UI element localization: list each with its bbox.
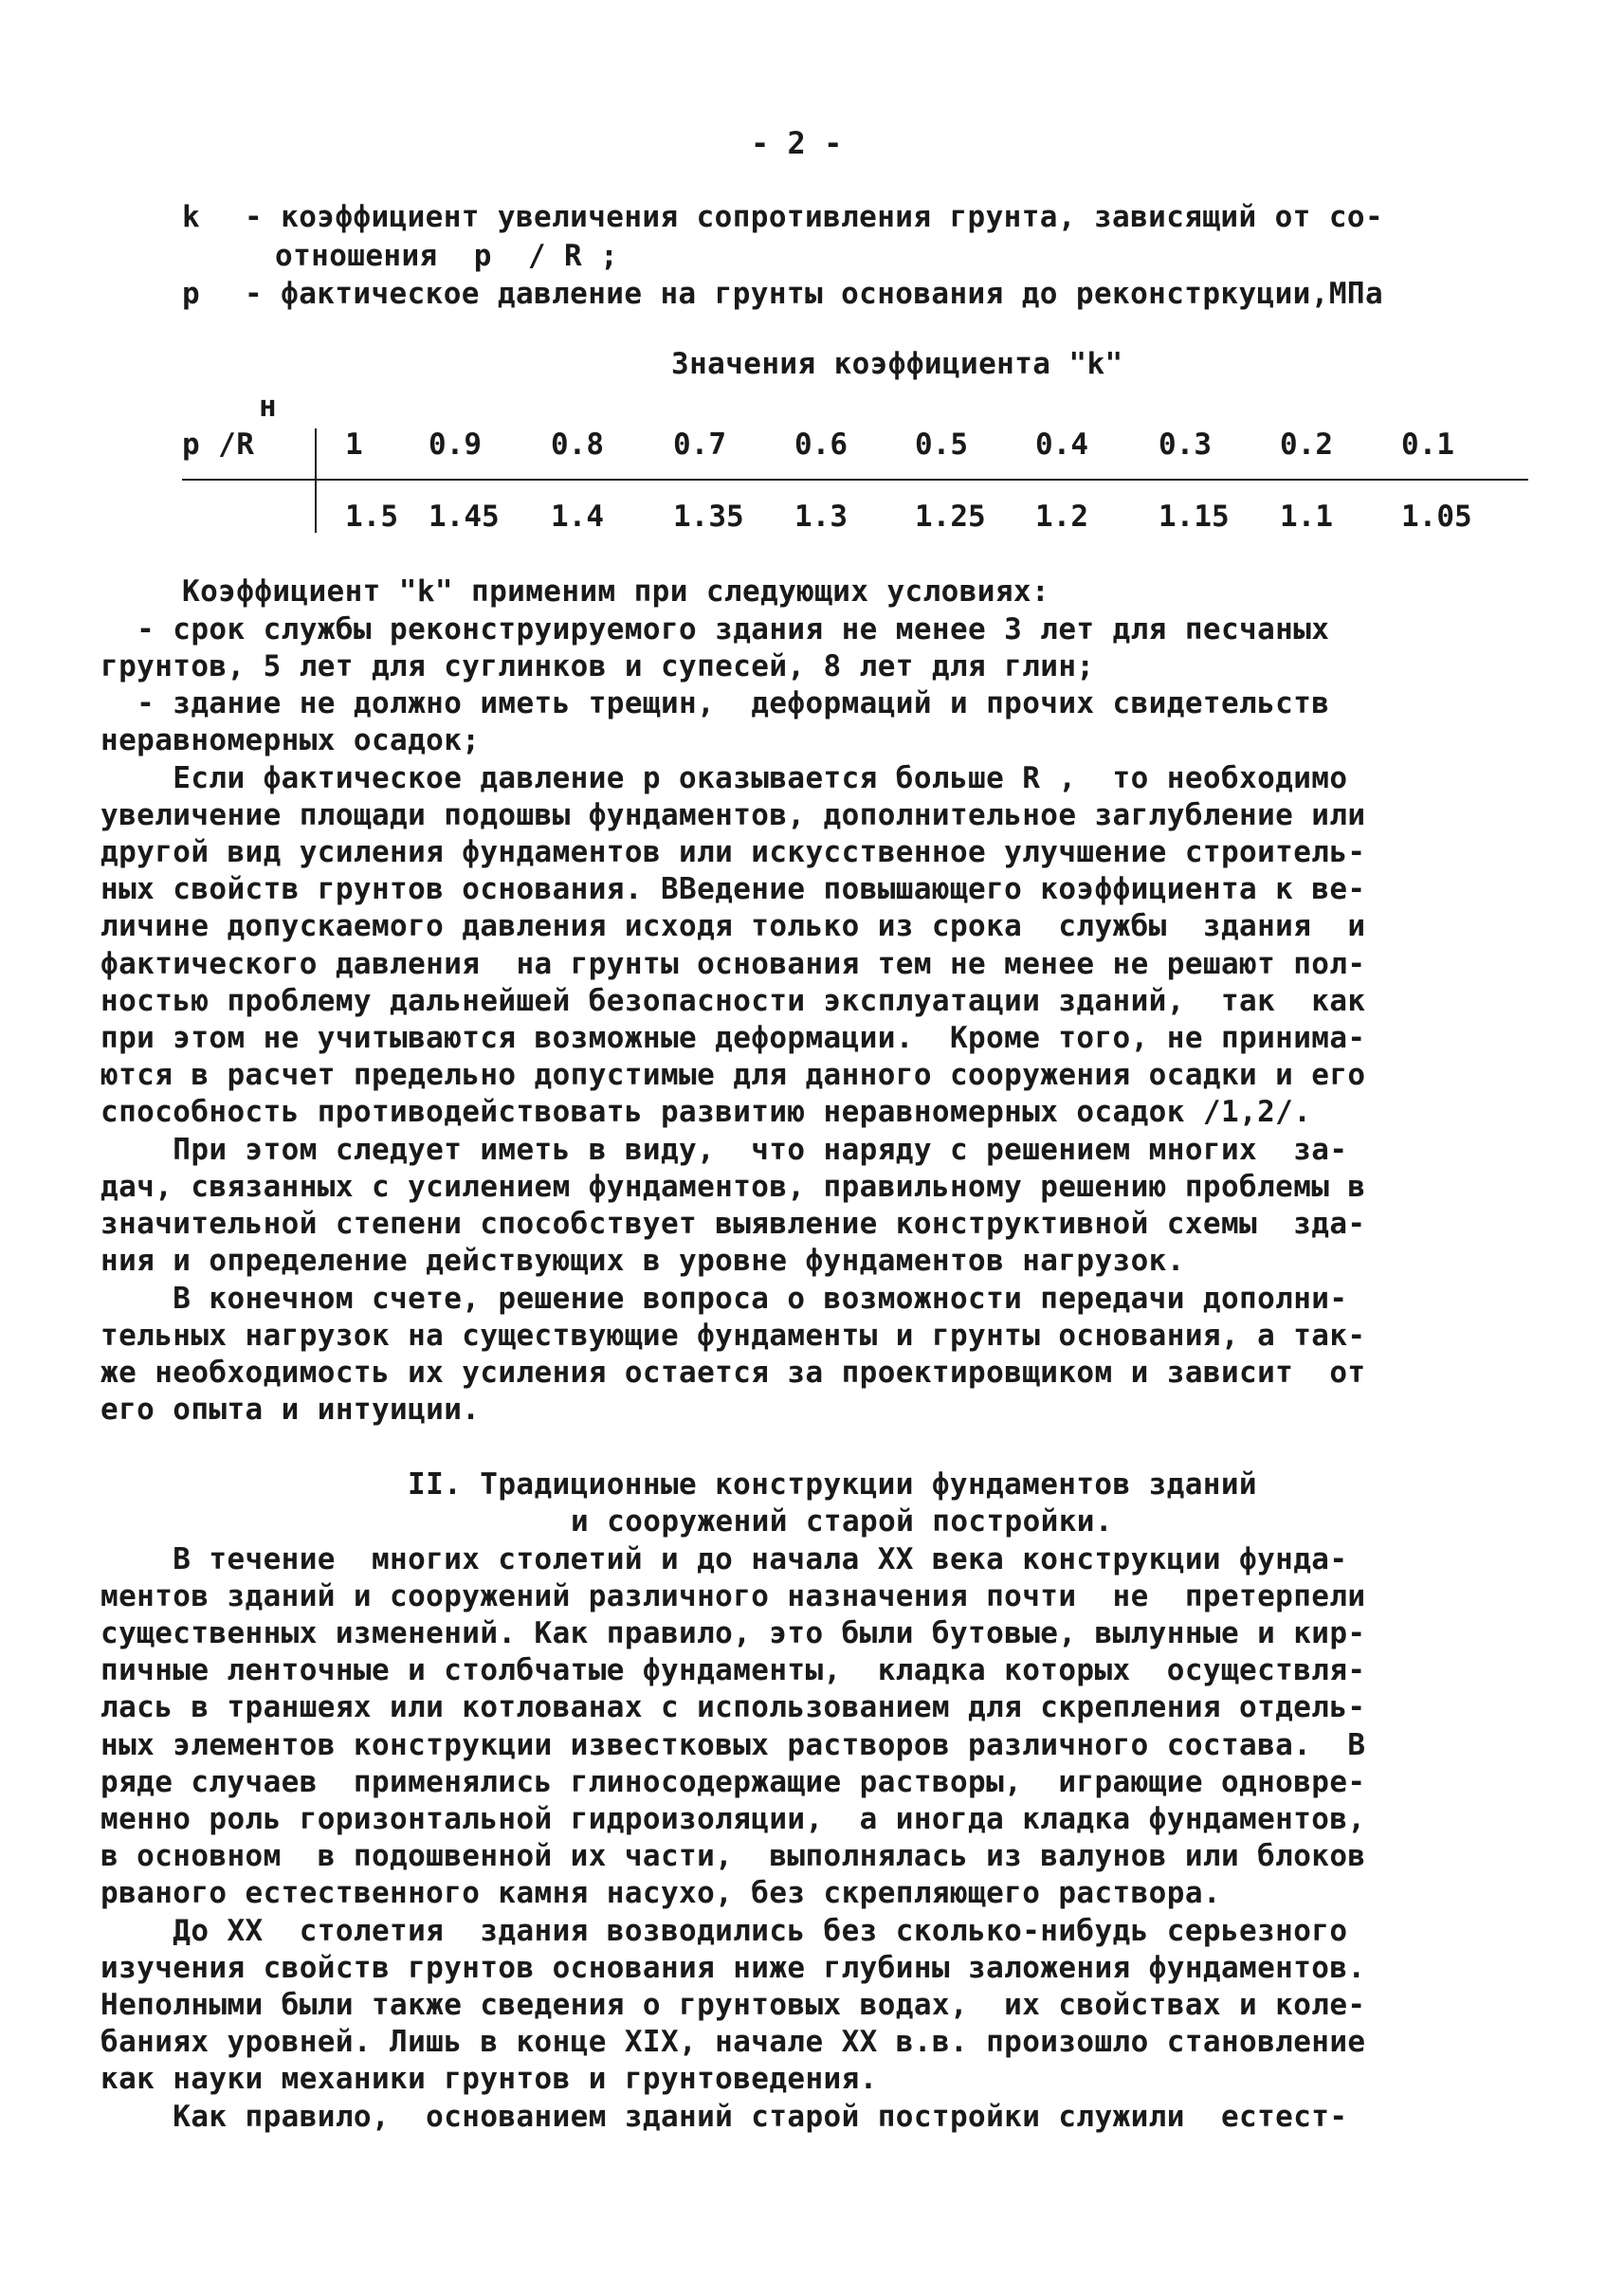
coefficient-cell: 1.4 [551, 500, 604, 534]
coefficient-cell: 1.5 [345, 500, 398, 534]
paragraph-line: Как правило, основанием зданий старой постройки служили естест- [100, 2100, 1348, 2134]
paragraph-line: До XX столетия здания возводились без сколько-нибудь серьезного [100, 1914, 1348, 1948]
paragraph-line: существенных изменений. Как правило, это были бутовые, вылунные и кир- [100, 1616, 1366, 1650]
ratio-cell: 0.2 [1280, 428, 1333, 462]
paragraph-line: ностью проблему дальнейшей безопасности эксплуатации зданий, так как [100, 984, 1366, 1018]
coefficient-cell: 1.1 [1280, 500, 1333, 534]
page-number: - 2 - [751, 125, 843, 161]
paragraph-line: при этом не учитываются возможные деформации. Кроме того, не принима- [100, 1021, 1366, 1055]
paragraph-line: пичные ленточные и столбчатые фундаменты, кладка которых осуществля- [100, 1653, 1366, 1687]
paragraph-line: ментов зданий и сооружений различного назначения почти не претерпели [100, 1579, 1366, 1613]
conditions-line: неравномерных осадок; [100, 723, 481, 757]
table-superscript: н [259, 390, 278, 424]
conditions-line: - здание не должно иметь трещин, деформаций и прочих свидетельств [100, 686, 1330, 720]
conditions-line: - срок службы реконструируемого здания не менее 3 лет для песчаных [100, 612, 1330, 647]
ratio-cell: 0.1 [1401, 428, 1454, 462]
ratio-cell: 0.8 [551, 428, 604, 462]
paragraph-line: тельных нагрузок на существующие фундаменты и грунты основания, а так- [100, 1319, 1366, 1353]
paragraph-line: Неполными были также сведения о грунтовых водах, их свойствах и коле- [100, 1988, 1366, 2022]
paragraph-line: ных свойств грунтов основания. ВВедение повышающего коэффициента к ве- [100, 872, 1366, 906]
paragraph-line: баниях уровней. Лишь в конце XIX, начале XX в.в. произошло становление [100, 2025, 1366, 2059]
paragraph-line: менно роль горизонтальной гидроизоляции, а иногда кладка фундаментов, [100, 1802, 1366, 1836]
paragraph-line: как науки механики грунтов и грунтоведения. [100, 2062, 878, 2096]
table-horizontal-rule [182, 479, 1528, 481]
coefficient-cell: 1.3 [794, 500, 848, 534]
table-caption: Значения коэффициента "k" [671, 347, 1123, 381]
coefficient-cell: 1.25 [915, 500, 986, 534]
paragraph-line: ных элементов конструкции известковых растворов различного состава. В [100, 1728, 1366, 1762]
ratio-cell: 0.7 [673, 428, 726, 462]
paragraph-line: рваного естественного камня насухо, без скрепляющего раствора. [100, 1876, 1221, 1910]
coefficient-cell: 1.35 [673, 500, 744, 534]
paragraph-line: ряде случаев применялись глиносодержащие растворы, играющие одновре- [100, 1765, 1366, 1799]
paragraph-line: дач, связанных с усилением фундаментов, правильному решению проблемы в [100, 1170, 1366, 1204]
paragraph-line: в основном в подошвенной их части, выполнялась из валунов или блоков [100, 1839, 1366, 1873]
ratio-cell: 0.6 [794, 428, 848, 462]
table-row-label: p /R [182, 428, 255, 462]
paragraph-line: фактического давления на грунты основания тем не менее не решают пол- [100, 947, 1366, 981]
paragraph-line: ния и определение действующих в уровне фундаментов нагрузок. [100, 1244, 1185, 1278]
coefficient-cell: 1.45 [429, 500, 500, 534]
conditions-line: грунтов, 5 лет для суглинков и супесей, 8 лет для глин; [100, 649, 1095, 683]
ratio-cell: 0.3 [1159, 428, 1212, 462]
paragraph-line: увеличение площади подошвы фундаментов, дополнительное заглубление или [100, 798, 1366, 832]
section-heading-line2: и сооружений старой постройки. [571, 1504, 1113, 1539]
table-vertical-rule [315, 428, 317, 533]
paragraph-line: ются в расчет предельно допустимые для данного сооружения осадки и его [100, 1058, 1366, 1092]
ratio-cell: 1 [345, 428, 363, 462]
paragraph-line: способность противодействовать развитию неравномерных осадок /1,2/. [100, 1095, 1312, 1129]
coefficient-cell: 1.15 [1159, 500, 1230, 534]
definition-symbol-p: p [182, 277, 201, 311]
paragraph-line: личине допускаемого давления исходя только из срока службы здания и [100, 909, 1366, 943]
paragraph-line: При этом следует иметь в виду, что наряду с решением многих за- [100, 1133, 1348, 1167]
paragraph-line: Если фактическое давление p оказывается больше R , то необходимо [100, 761, 1348, 795]
definition-symbol-k: k [182, 200, 201, 234]
ratio-cell: 0.4 [1035, 428, 1088, 462]
conditions-line: Коэффициент "k" применим при следующих условиях: [182, 574, 1050, 609]
coefficient-cell: 1.05 [1401, 500, 1472, 534]
paragraph-line: же необходимость их усиления остается за проектировщиком и зависит от [100, 1356, 1366, 1390]
paragraph-line: В течение многих столетий и до начала XX века конструкции фунда- [100, 1542, 1348, 1576]
section-heading-line1: II. Традиционные конструкции фундаментов зданий [408, 1467, 1257, 1502]
definition-k-line2: отношения p / R ; [275, 239, 619, 273]
ratio-cell: 0.9 [429, 428, 482, 462]
ratio-cell: 0.5 [915, 428, 968, 462]
definition-k-line1: - коэффициент увеличения сопротивления грунта, зависящий от со- [245, 200, 1384, 234]
paragraph-line: В конечном счете, решение вопроса о возможности передачи дополни- [100, 1282, 1348, 1316]
definition-p-line1: - фактическое давление на грунты основания до реконстркуции,МПа [245, 277, 1384, 311]
paragraph-line: изучения свойств грунтов основания ниже глубины заложения фундаментов. [100, 1951, 1366, 1985]
paragraph-line: другой вид усиления фундаментов или искусственное улучшение строитель- [100, 835, 1366, 869]
paragraph-line: лась в траншеях или котлованах с использованием для скрепления отдель- [100, 1690, 1366, 1724]
paragraph-line: его опыта и интуиции. [100, 1393, 481, 1427]
coefficient-cell: 1.2 [1035, 500, 1088, 534]
paragraph-line: значительной степени способствует выявление конструктивной схемы зда- [100, 1207, 1366, 1241]
